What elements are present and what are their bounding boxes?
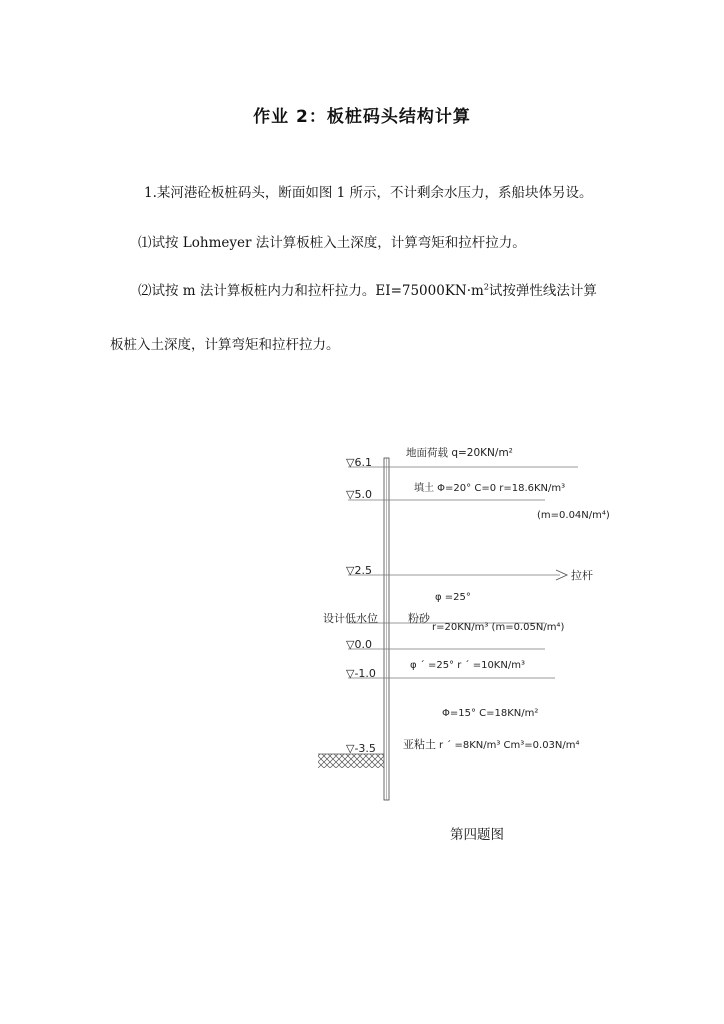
problem-statement: 1.某河港砼板桩码头，断面如图 1 所示，不计剩余水压力，系船块体另设。 [144,185,593,201]
elev--1.0: ▽-1.0 [346,667,376,680]
clay-phi-c: Φ=15° C=18KN/m² [442,708,539,719]
ground-hatch [318,754,384,768]
elev-0.0: ▽0.0 [346,638,372,651]
question-1: ⑴试按 Lohmeyer 法计算板桩入土深度，计算弯矩和拉杆拉力。 [138,235,526,251]
sand-props: r=20KN/m³ (m=0.05N/m⁴) [432,622,565,633]
question-2-text-b: 试按弹性线法计算 [488,283,597,299]
sand-submerged-props: φ ´ =25° r ´ =10KN/m³ [410,660,525,671]
question-2-text-a: ⑵试按 m 法计算板桩内力和拉杆拉力。EI=75000KN·m [138,283,484,299]
clay-props: r ´ =8KN/m³ Cm³=0.03N/m⁴ [439,740,580,751]
fill-soil-label: 填土 Φ=20° C=0 r=18.6KN/m³ [414,483,566,494]
tie-rod-label: 拉杆 [571,569,593,582]
sand-label: 粉砂 [408,612,430,625]
question-2-continued: 板桩入土深度，计算弯矩和拉杆拉力。 [110,337,340,353]
elev-2.5: ▽2.5 [346,564,372,577]
page-title: 作业 2：板桩码头结构计算 [253,107,471,127]
elev-6.1: ▽6.1 [346,456,372,469]
surface-load-label: 地面荷载 q=20KN/m² [406,447,513,459]
fill-m-value: (m=0.04N/m⁴) [537,510,610,521]
question-2-superscript: 2 [483,282,489,292]
sand-phi: φ =25° [435,592,471,603]
figure-caption: 第四题图 [450,827,504,843]
elev--3.5: ▽-3.5 [346,742,376,755]
clay-label: 亚粘土 [403,738,436,751]
elev-5.0: ▽5.0 [346,488,372,501]
design-low-water-label: 设计低水位 [323,612,378,625]
